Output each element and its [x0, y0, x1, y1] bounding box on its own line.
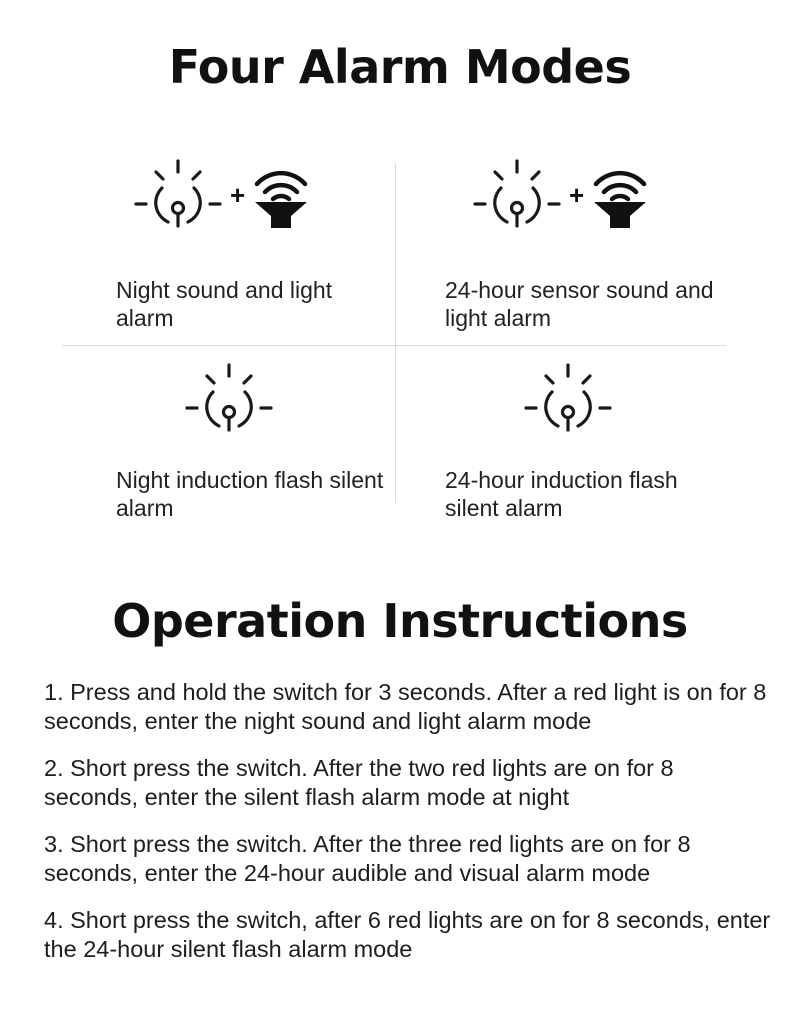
speaker-icon [251, 162, 311, 228]
speaker-icon [590, 162, 650, 228]
grid-divider-vertical [395, 163, 396, 503]
grid-divider-horizontal [62, 345, 726, 346]
instruction-step-2: 2. Short press the switch. After the two red lights are on for 8 seconds, enter the silent flash alarm mode at night [44, 755, 674, 810]
light-icon [522, 362, 614, 436]
mode-1-icons [132, 158, 311, 232]
light-icon [471, 158, 563, 232]
page-title: Four Alarm Modes [168, 40, 632, 94]
instruction-step-3: 3. Short press the switch. After the three red lights are on for 8 seconds, enter the 24-hour audible and visual alarm mode [44, 831, 691, 886]
light-icon [183, 362, 275, 436]
plus-sign: + [230, 179, 246, 210]
section-title: Operation Instructions [112, 594, 688, 648]
mode-4-icons [522, 362, 614, 436]
mode-2-icons [471, 158, 650, 232]
light-icon [132, 158, 224, 232]
instruction-step-1: 1. Press and hold the switch for 3 seconds. After a red light is on for 8 seconds, enter the night sound and light alarm mode [44, 679, 767, 734]
mode-3-label: Night induction flash silent alarm [116, 467, 384, 521]
instruction-list [44, 678, 774, 982]
plus-sign: + [569, 179, 585, 210]
mode-4-label: 24-hour induction flash silent alarm [445, 467, 678, 521]
mode-1-label: Night sound and light alarm [116, 277, 333, 331]
instruction-step-4: 4. Short press the switch, after 6 red lights are on for 8 seconds, enter the 24-hour silent flash alarm mode [44, 907, 771, 962]
mode-2-label: 24-hour sensor sound and light alarm [445, 277, 714, 331]
mode-3-icons [183, 362, 275, 436]
